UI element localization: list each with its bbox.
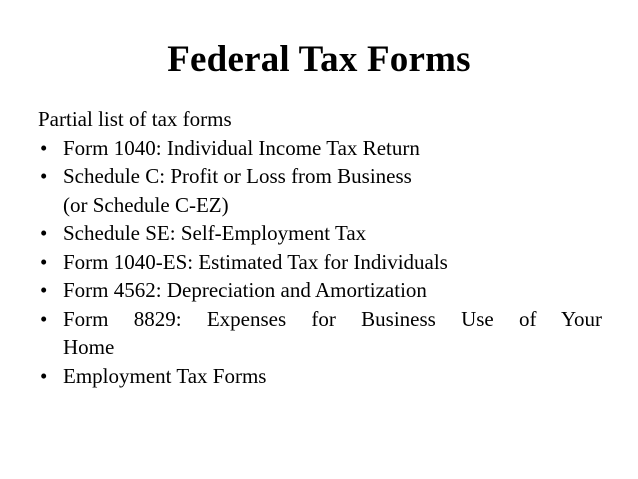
- list-item-text: Form 1040: Individual Income Tax Return: [63, 135, 420, 160]
- list-item-continuation-text: (or Schedule C-EZ): [63, 192, 229, 217]
- bullet-icon: •: [40, 249, 48, 274]
- list-item-text: Schedule C: Profit or Loss from Business: [63, 164, 412, 188]
- list-item: [38, 276, 602, 305]
- slide-title: Federal Tax Forms: [167, 39, 471, 80]
- bullet-icon: •: [40, 164, 48, 188]
- list-item: [38, 219, 602, 248]
- bullet-icon: •: [40, 278, 48, 302]
- bullet-list: [38, 134, 602, 391]
- list-item: [38, 162, 602, 191]
- list-item-continuation: [38, 191, 602, 220]
- slide-content: [38, 105, 602, 390]
- intro-text: Partial list of tax forms: [38, 107, 232, 131]
- list-item: [38, 134, 602, 163]
- bullet-icon: •: [40, 135, 48, 160]
- list-item-text: Schedule SE: Self-Employment Tax: [63, 221, 367, 245]
- list-item-text-line1: Form 8829: Expenses for Business Use of Your: [63, 306, 602, 331]
- bullet-icon: •: [40, 306, 48, 331]
- list-item-text: Form 4562: Depreciation and Amortization: [63, 278, 427, 302]
- list-item: [38, 248, 602, 277]
- list-item-text: Employment Tax Forms: [63, 363, 267, 388]
- bullet-icon: •: [40, 221, 48, 245]
- list-item-text: Form 1040-ES: Estimated Tax for Individuals: [63, 249, 448, 274]
- list-item: [38, 362, 602, 391]
- list-item-text-line2: Home: [63, 335, 115, 359]
- bullet-icon: •: [40, 363, 48, 388]
- list-item: [38, 305, 602, 362]
